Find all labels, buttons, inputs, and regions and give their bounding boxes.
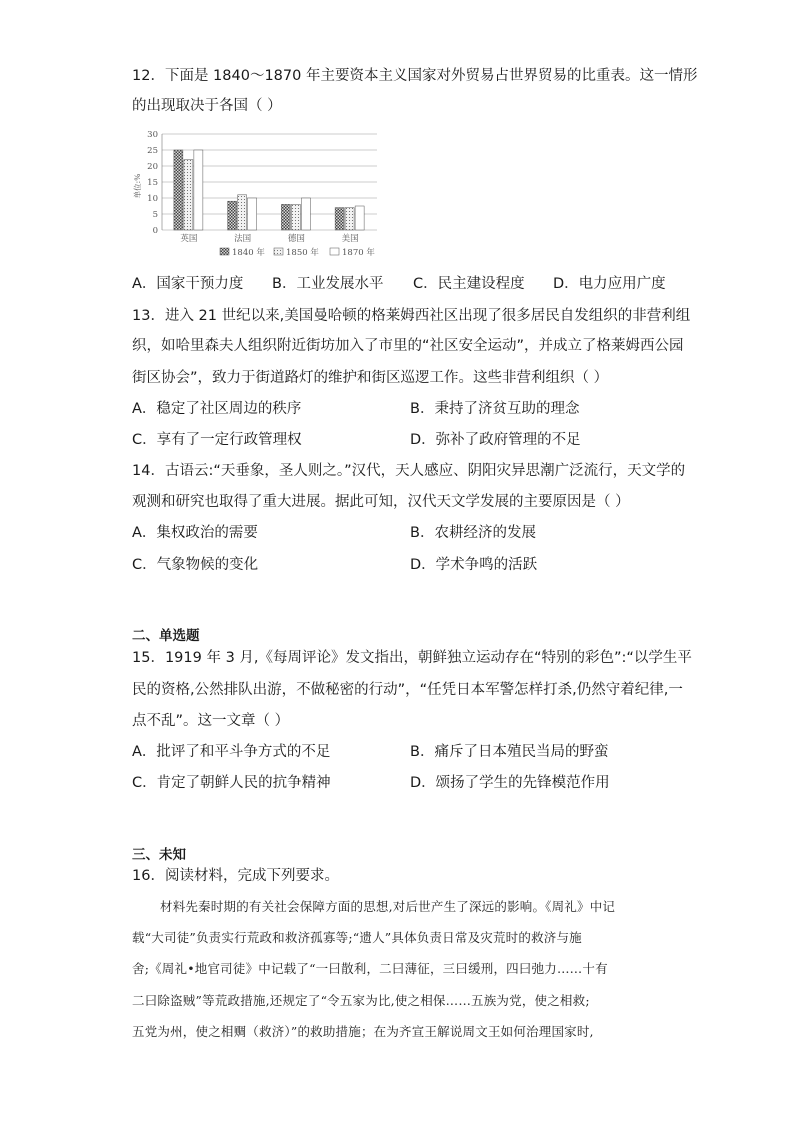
q13-option-b[interactable]: B．秉持了济贫互助的理念 (410, 401, 580, 417)
q14-option-a[interactable]: A．集权政治的需要 (132, 525, 258, 541)
section-heading-single-choice: 二、单选题 (132, 628, 200, 644)
chart-bar (194, 150, 203, 230)
chart-y-tick-label: 15 (147, 178, 158, 188)
chart-y-tick-label: 30 (147, 130, 158, 140)
q12-stem-line1: 12．下面是 1840～1870 年主要资本主义国家对外贸易占世界贸易的比重表。这一情形 (132, 68, 698, 84)
q13-stem-line2: 织，如哈里森夫人组织附近街坊加入了市里的“社区安全运动”，并成立了格莱姆西公园 (132, 338, 684, 354)
q16-material-line1: 材料先秦时期的有关社会保障方面的思想,对后世产生了深远的影响。《周礼》中记 (160, 899, 616, 914)
chart-y-tick-label: 10 (147, 194, 158, 204)
chart-x-tick-label: 英国 (180, 234, 198, 244)
chart-bar (184, 160, 193, 230)
q14-option-b[interactable]: B．农耕经济的发展 (410, 525, 536, 541)
q12-option-d[interactable]: D．电力应用广度 (553, 276, 666, 292)
q13-stem-line1: 13．进入 21 世纪以来,美国曼哈顿的格莱姆西社区出现了很多居民自发组织的非营利组 (132, 308, 691, 324)
chart-y-tick-label: 0 (152, 226, 158, 236)
chart-x-ticks (180, 233, 359, 244)
section-heading-unknown: 三、未知 (132, 847, 186, 863)
q12-option-c[interactable]: C．民主建设程度 (413, 276, 525, 292)
chart-bar (281, 204, 290, 230)
q15-option-a[interactable]: A．批评了和平斗争方式的不足 (132, 744, 331, 760)
chart-bar (335, 208, 344, 230)
q16-material-line2: 载“大司徒”负责实行荒政和救济孤寡等;“遗人”具体负责日常及灾荒时的救济与施 (132, 930, 582, 945)
chart-x-tick-label: 德国 (287, 234, 305, 244)
q13-option-c[interactable]: C．享有了一定行政管理权 (132, 432, 302, 448)
q15-option-b[interactable]: B．痛斥了日本殖民当局的野蛮 (410, 744, 609, 760)
q12-option-a[interactable]: A．国家干预力度 (132, 276, 244, 292)
q15-stem-line2: 民的资格,公然排队出游，不做秘密的行动”，“任凭日本军警怎样打杀,仍然守着纪律,一 (132, 682, 683, 698)
chart-y-ticks (147, 130, 158, 236)
chart-legend-label: 1850 年 (286, 248, 319, 258)
chart-bar (248, 198, 257, 230)
q12-stem-line2: 的出现取决于各国（ ） (132, 98, 282, 114)
q14-option-c[interactable]: C．气象物候的变化 (132, 557, 259, 573)
q16-material-line4: 二曰除盗贼”等荒政措施,还规定了“令五家为比,使之相保……五族为党，使之相救; (132, 993, 590, 1008)
chart-y-label: 单位:% (133, 173, 142, 199)
chart-bar (301, 198, 310, 230)
chart-bars (174, 150, 364, 230)
q16-material-line3: 舍;《周礼•地官司徒》中记载了“一曰散利，二曰薄征，三曰缓刑，四曰弛力……十有 (132, 961, 608, 976)
chart-x-tick-label: 美国 (341, 234, 359, 244)
chart-legend-swatch (220, 248, 229, 255)
q15-option-d[interactable]: D．颂扬了学生的先锋模范作用 (410, 775, 610, 791)
chart-bar (355, 206, 364, 230)
q15-stem-line1: 15．1919 年 3 月,《每周评论》发文指出，朝鲜独立运动存在“特别的彩色”:“以学生平 (132, 650, 692, 666)
q16-stem: 16．阅读材料，完成下列要求。 (132, 868, 339, 884)
q16-material-line5: 五党为州，使之相赒（救济）”的救助措施；在为齐宣王解说周文王如何治理国家时, (132, 1024, 594, 1039)
chart-bar (291, 204, 300, 230)
chart-bar (228, 201, 237, 230)
chart-y-tick-label: 5 (152, 210, 158, 220)
q15-option-c[interactable]: C．肯定了朝鲜人民的抗争精神 (132, 775, 331, 791)
q13-option-a[interactable]: A．稳定了社区周边的秩序 (132, 401, 302, 417)
q13-stem-line3: 街区协会”，致力于街道路灯的维护和街区巡逻工作。这些非营利组织（ ） (132, 370, 609, 386)
chart-legend (220, 247, 375, 258)
q13-option-d[interactable]: D．弥补了政府管理的不足 (410, 432, 581, 448)
chart-x-tick-label: 法国 (234, 234, 252, 244)
chart-legend-swatch (330, 248, 339, 255)
q15-stem-line3: 点不乱”。这一文章（ ） (132, 713, 290, 729)
chart-bar (345, 208, 354, 230)
chart-bar (238, 195, 247, 230)
trade-share-chart (132, 126, 382, 264)
q14-stem-line1: 14．古语云:“天垂象，圣人则之。”汉代，天人感应、阴阳灾异思潮广泛流行，天文学的 (132, 463, 686, 479)
q14-stem-line2: 观测和研究也取得了重大进展。据此可知，汉代天文学发展的主要原因是（ ） (132, 494, 630, 510)
chart-legend-swatch (274, 248, 283, 255)
q12-option-b[interactable]: B．工业发展水平 (272, 276, 384, 292)
chart-bar (174, 150, 183, 230)
chart-y-tick-label: 20 (147, 162, 158, 172)
q14-option-d[interactable]: D．学术争鸣的活跃 (410, 557, 538, 573)
chart-y-tick-label: 25 (147, 146, 158, 156)
chart-legend-label: 1870 年 (342, 248, 375, 258)
chart-legend-label: 1840 年 (232, 248, 265, 258)
